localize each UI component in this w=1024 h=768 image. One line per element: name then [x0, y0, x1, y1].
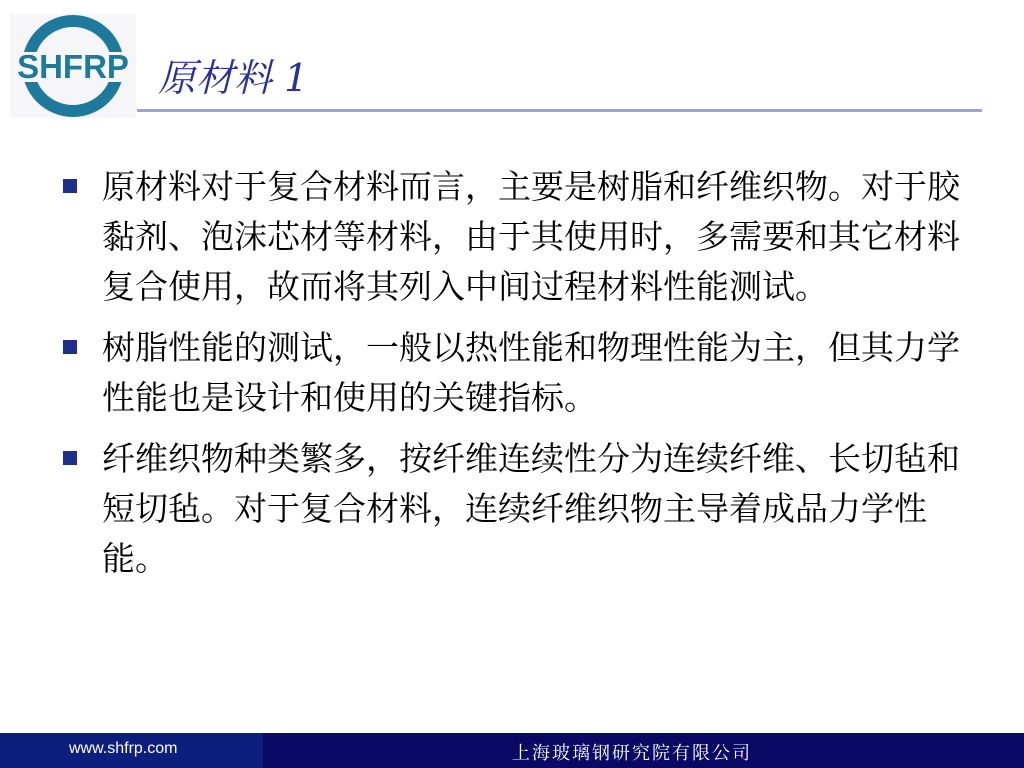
bullet-item	[60, 323, 960, 423]
bullet-item	[60, 434, 960, 584]
company-logo	[10, 14, 136, 118]
footer-company-name: 上海玻璃钢研究院有限公司	[512, 743, 752, 764]
logo-text: SHFRP	[17, 48, 129, 85]
footer-website-link[interactable]: www.shfrp.com	[69, 740, 178, 757]
slide-title: 原材料 1	[158, 56, 309, 100]
logo-ring-icon	[10, 14, 136, 118]
bullet-text: 树脂性能的测试，一般以热性能和物理性能为主，但其力学性能也是设计和使用的关键指标。	[102, 328, 960, 417]
bullet-item	[60, 162, 960, 312]
bullet-text: 原材料对于复合材料而言，主要是树脂和纤维织物。对于胶黏剂、泡沫芯材等材料，由于其使用时，多需要和其它材料复合使用，故而将其列入中间过程材料性能测试。	[102, 167, 960, 306]
square-bullet-icon	[63, 179, 77, 193]
bullet-text: 纤维织物种类繁多，按纤维连续性分为连续纤维、长切毡和短切毡。对于复合材料，连续纤维织物主导着成品力学性能。	[102, 439, 960, 578]
square-bullet-icon	[63, 451, 77, 465]
footer-bar	[0, 733, 1024, 768]
bullet-list	[60, 162, 960, 595]
square-bullet-icon	[63, 340, 77, 354]
title-divider	[137, 109, 982, 112]
